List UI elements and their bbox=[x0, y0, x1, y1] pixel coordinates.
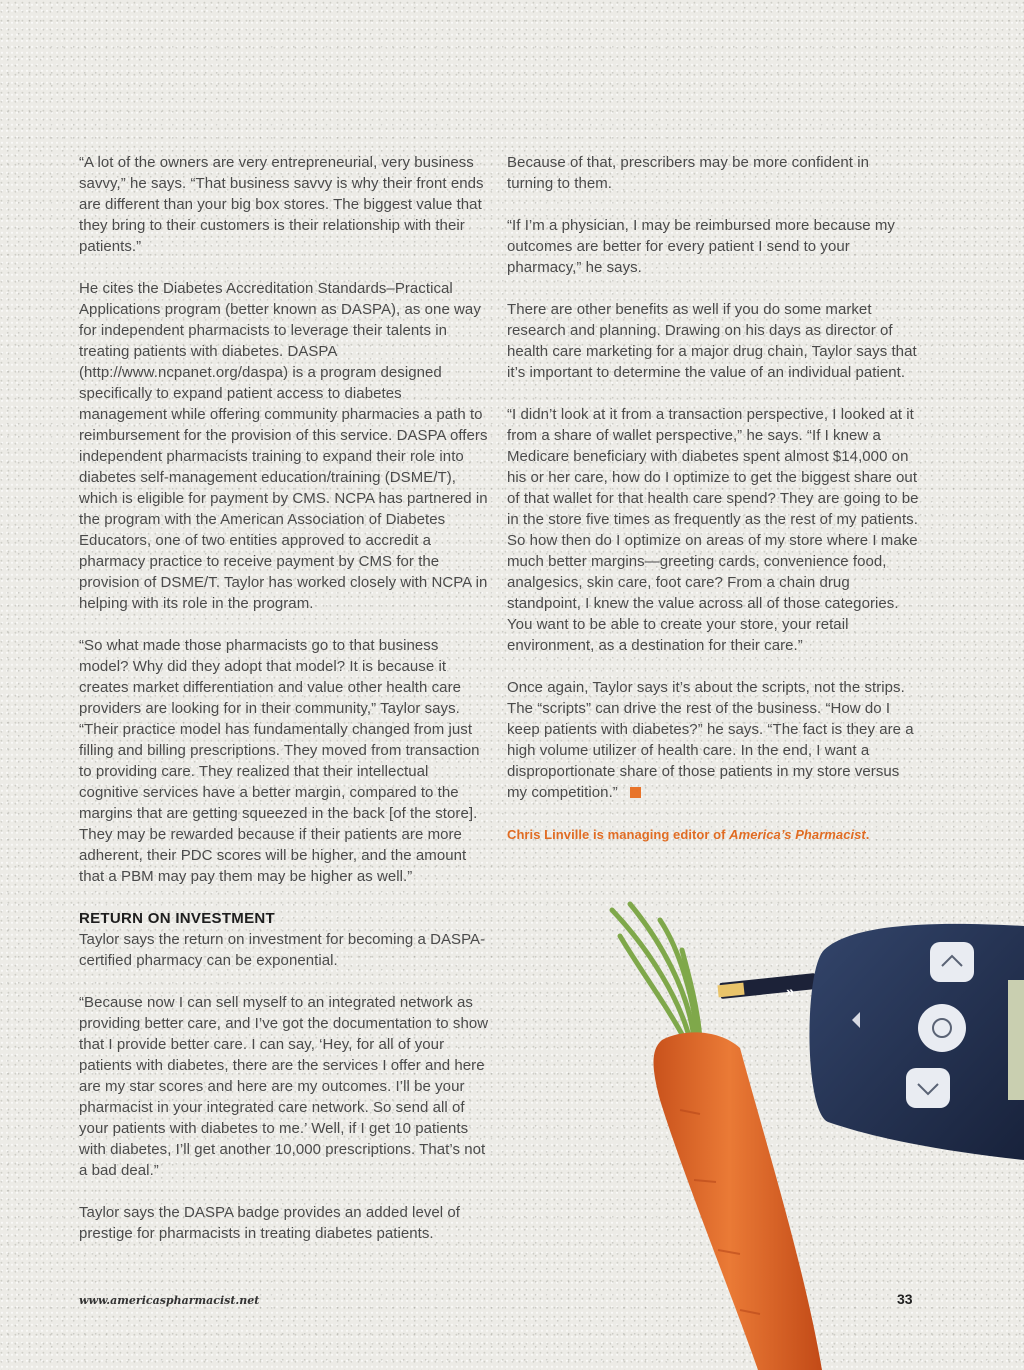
meter-down-button bbox=[906, 1068, 950, 1108]
byline-publication: America’s Pharmacist bbox=[729, 827, 866, 842]
body-paragraph: “So what made those pharmacists go to that business model? Why did they adopt that model? It is because it creates market differentiation and value other health care providers are looking for in their community,” Taylor says. “Their practice model has fundamentally changed from just filling and billing prescriptions. They moved from transaction to providing care. They realized that their intellectual cognitive services have a better margin, compared to the margins that are getting squeezed in the back [of the store]. They may be rewarded because if their patients are more adherent, their PDC scores will be higher, and the amount that a PBM may pay them may be higher as well.” bbox=[79, 637, 480, 885]
svg-text:»: » bbox=[785, 982, 795, 1000]
body-paragraph: Taylor says the DASPA badge provides an added level of prestige for pharmacists in treating diabetes patients. bbox=[79, 1204, 460, 1242]
author-byline bbox=[507, 824, 919, 845]
test-strip bbox=[717, 973, 816, 999]
carrot-leaves bbox=[612, 904, 700, 1042]
body-paragraph: “Because now I can sell myself to an integrated network as providing better care, and I’ve got the documentation to show that I provide better care. I can say, ‘Hey, for all of your patients with diabetes, there are the services I offer and here are my star scores and here are my outcomes. I’ll be your pharmacist in your integrated care network. So send all of your patients with diabetes to me.’ Well, if I get 10 patients with diabetes, I’ll get another 10,000 prescriptions. That’s not a bad deal.” bbox=[79, 994, 489, 1179]
meter-power-button bbox=[918, 1004, 966, 1052]
body-paragraph: “If I’m a physician, I may be reimbursed more because my outcomes are better for every patient I send to your pharmacy,” he says. bbox=[507, 217, 895, 276]
page-number: 33 bbox=[897, 1291, 913, 1307]
body-paragraph-final bbox=[507, 677, 919, 803]
right-column bbox=[507, 152, 919, 866]
meter-screen bbox=[1008, 980, 1024, 1100]
section-heading: RETURN ON INVESTMENT bbox=[79, 910, 276, 927]
glucose-meter-body bbox=[809, 924, 1024, 1160]
left-column bbox=[79, 152, 491, 1265]
body-paragraph: Because of that, prescribers may be more confident in turning to them. bbox=[507, 154, 869, 192]
body-paragraph: He cites the Diabetes Accreditation Standards–Practical Applications program (better known as DASPA), as one way for independent pharmacists to leverage their talents in treating patients with diabetes. DASPA (http://www.ncpanet.org/daspa) is a program designed specifically to expand patient access to diabetes management while offering community pharmacies a path to reimbursement for the provision of this service. DASPA offers independent pharmacists training to expand their role into diabetes self-management education/training (DSME/T), which is eligible for payment by CMS. NCPA has partnered in the program with the American Association of Diabetes Educators, one of two entities approved to accredit a pharmacy practice to receive payment by CMS for the provision of DSME/T. Taylor has worked closely with NCPA in helping with its role in the program. bbox=[79, 280, 488, 612]
carrot-body bbox=[654, 1032, 823, 1370]
end-mark-icon bbox=[630, 787, 641, 798]
website-url: www.americaspharmacist.net bbox=[79, 1294, 260, 1307]
body-paragraph: There are other benefits as well if you do some market research and planning. Drawing on his days as director of health care marketing for a major drug chain, Taylor says that it’s important to determine the value of an individual patient. bbox=[507, 301, 917, 381]
body-paragraph: “I didn’t look at it from a transaction perspective, I looked at it from a share of wallet perspective,” he says. “If I knew a Medicare beneficiary with diabetes spent almost $14,000 on his or her care, how do I optimize to get the biggest share out of that wallet for that health care spend? They are going to be in the store five times as frequently as the rest of my patients. So how then do I optimize on areas of my store where I make much better margins—greeting cards, convenience food, analgesics, skin care, foot care? From a chain drug standpoint, I knew the value across all of those categories. You want to be able to create your store, your retail environment, as a destination for their care.” bbox=[507, 406, 919, 654]
final-paragraph-text: Once again, Taylor says it’s about the scripts, not the strips. The “scripts” can drive the rest of the business. “How do I keep patients with diabetes?” he says. “The fact is they are a high volume utilizer of health care. In the end, I want a disproportionate share of those patients in my store versus my competition.” bbox=[507, 679, 914, 801]
body-paragraph: “A lot of the owners are very entrepreneurial, very business savvy,” he says. “That business savvy is why their front ends are different than your big box stores. The biggest value that they bring to their customers is their relationship with their patients.” bbox=[79, 154, 484, 255]
byline-end: . bbox=[865, 827, 870, 842]
body-paragraph: Taylor says the return on investment for becoming a DASPA-certified pharmacy can be exponential. bbox=[79, 931, 486, 969]
meter-up-button bbox=[930, 942, 974, 982]
byline-text: Chris Linville is managing editor of bbox=[507, 827, 730, 842]
carrot-and-glucose-meter-illustration bbox=[590, 890, 1024, 1370]
